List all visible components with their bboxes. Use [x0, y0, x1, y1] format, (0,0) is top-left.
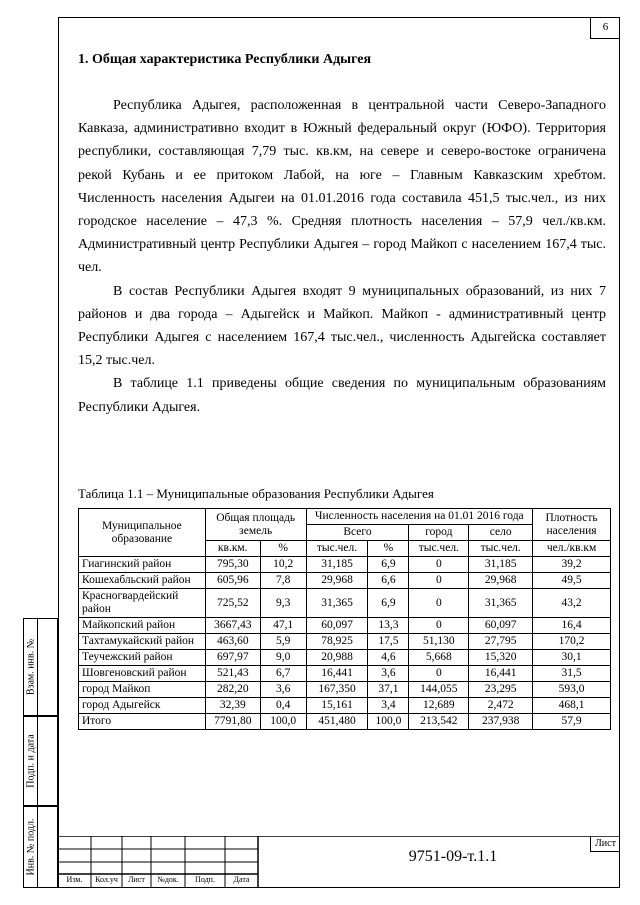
- table-cell: 3667,43: [205, 618, 260, 634]
- table-cell: 0: [409, 573, 469, 589]
- table-cell: 29,968: [469, 573, 533, 589]
- side-label-replacement: Взам. инв. №: [25, 638, 36, 696]
- body-text: [78, 94, 606, 419]
- title-block: [58, 836, 620, 888]
- table-cell: 795,30: [205, 557, 260, 573]
- table-cell: 521,43: [205, 666, 260, 682]
- table-cell: 170,2: [533, 634, 611, 650]
- sheet-label: Лист: [590, 836, 620, 852]
- cell-mo-name: Итого: [79, 714, 206, 730]
- side-label-signature: Подп. и дата: [25, 734, 36, 788]
- header-area: Общая площадь земель: [205, 509, 306, 541]
- table-cell: 144,055: [409, 682, 469, 698]
- table-row: [79, 618, 611, 634]
- header-total-pct: %: [368, 541, 409, 557]
- cell-mo-name: Майкопский район: [79, 618, 206, 634]
- side-stamp-replacement: [23, 618, 58, 716]
- table-cell: 31,185: [469, 557, 533, 573]
- table-cell: 7791,80: [205, 714, 260, 730]
- table-cell: 15,161: [306, 698, 368, 714]
- header-city: город: [409, 525, 469, 541]
- header-city-unit: тыс.чел.: [409, 541, 469, 557]
- table-row: [79, 573, 611, 589]
- table-cell: 23,295: [469, 682, 533, 698]
- table-cell: 13,3: [368, 618, 409, 634]
- table-cell: 7,8: [260, 573, 306, 589]
- table-cell: 5,668: [409, 650, 469, 666]
- table-cell: 282,20: [205, 682, 260, 698]
- table-cell: 6,7: [260, 666, 306, 682]
- table-cell: 0: [409, 618, 469, 634]
- table-cell: 725,52: [205, 589, 260, 618]
- table-cell: 37,1: [368, 682, 409, 698]
- cell-mo-name: город Майкоп: [79, 682, 206, 698]
- table-cell: 463,60: [205, 634, 260, 650]
- stamp-col-izm: Изм.: [66, 875, 83, 884]
- header-total-unit: тыс.чел.: [306, 541, 368, 557]
- table-cell: 451,480: [306, 714, 368, 730]
- municipal-table: [78, 508, 611, 730]
- table-cell: 2,472: [469, 698, 533, 714]
- table-cell: 100,0: [368, 714, 409, 730]
- table-cell: 49,5: [533, 573, 611, 589]
- paragraph-1: Республика Адыгея, расположенная в центральной части Северо-Западного Кавказа, административно входит в Южный федеральный округ (ЮФО). Территория республики, составляющая 7,79 тыс. кв.км, на севере и северо-востоке ограничена рекой Кубань и ее притоком Лабой, на юге – Главным Кавказским хребтом. Численность населения Адыгеи на 01.01.2016 года составила 451,5 тыс.чел., из них городское население – 47,3 %. Средняя плотность населения – 57,9 чел./кв.км. Административный центр Республики Адыгея – город Майкоп с населением 167,4 тыс. чел.: [78, 98, 606, 276]
- document-code: 9751-09-т.1.1: [408, 848, 498, 865]
- header-village-unit: тыс.чел.: [469, 541, 533, 557]
- cell-mo-name: город Адыгейск: [79, 698, 206, 714]
- table-cell: 167,350: [306, 682, 368, 698]
- table-cell: 60,097: [306, 618, 368, 634]
- table-cell: 6,6: [368, 573, 409, 589]
- table-cell: 237,938: [469, 714, 533, 730]
- cell-mo-name: Кошехабльский район: [79, 573, 206, 589]
- cell-mo-name: Теучежский район: [79, 650, 206, 666]
- cell-mo-name: Красногвардейский район: [79, 589, 206, 618]
- table-cell: 6,9: [368, 557, 409, 573]
- table-cell: 16,4: [533, 618, 611, 634]
- table-cell: 31,365: [306, 589, 368, 618]
- table-cell: 51,130: [409, 634, 469, 650]
- stamp-col-kol: Кол.уч: [95, 875, 118, 884]
- table-row: [79, 698, 611, 714]
- table-cell: 213,542: [409, 714, 469, 730]
- table-cell: 100,0: [260, 714, 306, 730]
- header-village: село: [469, 525, 533, 541]
- stamp-col-doc: №док.: [157, 875, 179, 884]
- side-stamp-signature: [23, 716, 58, 806]
- header-density: Плотность населения: [533, 509, 611, 541]
- table-cell: 0,4: [260, 698, 306, 714]
- table-cell: 20,988: [306, 650, 368, 666]
- table-cell: 31,185: [306, 557, 368, 573]
- table-cell: 605,96: [205, 573, 260, 589]
- table-cell: 30,1: [533, 650, 611, 666]
- table-cell: 468,1: [533, 698, 611, 714]
- table-cell: 9,3: [260, 589, 306, 618]
- header-total: Всего: [306, 525, 409, 541]
- table-cell: 15,320: [469, 650, 533, 666]
- stamp-col-sign: Подп.: [195, 875, 215, 884]
- table-cell: 27,795: [469, 634, 533, 650]
- stamp-col-list: Лист: [128, 875, 145, 884]
- table-cell: 31,5: [533, 666, 611, 682]
- table-cell: 16,441: [306, 666, 368, 682]
- table-row: [79, 634, 611, 650]
- section-heading: 1. Общая характеристика Республики Адыгея: [78, 52, 372, 67]
- table-row: [79, 589, 611, 618]
- side-label-inventory: Инв. № подл.: [25, 818, 36, 876]
- table-row: [79, 666, 611, 682]
- side-stamp-inventory: [23, 806, 58, 888]
- cell-mo-name: Гиагинский район: [79, 557, 206, 573]
- table-cell: 3,4: [368, 698, 409, 714]
- header-population: Численность населения на 01.01 2016 года: [306, 509, 533, 525]
- table-cell: 29,968: [306, 573, 368, 589]
- header-area-unit: кв.км.: [205, 541, 260, 557]
- table-cell: 0: [409, 666, 469, 682]
- table-cell: 39,2: [533, 557, 611, 573]
- table-cell: 3,6: [368, 666, 409, 682]
- cell-mo-name: Шовгеновский район: [79, 666, 206, 682]
- table-cell: 16,441: [469, 666, 533, 682]
- table-row: [79, 650, 611, 666]
- header-mo: Муниципальное образование: [79, 509, 206, 557]
- table-cell: 697,97: [205, 650, 260, 666]
- table-cell: 4,6: [368, 650, 409, 666]
- table-row: [79, 557, 611, 573]
- table-cell: 0: [409, 589, 469, 618]
- table-cell: 17,5: [368, 634, 409, 650]
- table-cell: 9,0: [260, 650, 306, 666]
- table-cell: 6,9: [368, 589, 409, 618]
- page-number: 6: [590, 17, 620, 39]
- header-area-pct: %: [260, 541, 306, 557]
- table-cell: 593,0: [533, 682, 611, 698]
- table-row: [79, 682, 611, 698]
- table-cell: 78,925: [306, 634, 368, 650]
- table-cell: 31,365: [469, 589, 533, 618]
- table-cell: 3,6: [260, 682, 306, 698]
- table-cell: 57,9: [533, 714, 611, 730]
- header-density-unit: чел./кв.км: [533, 541, 611, 557]
- table-caption: Таблица 1.1 – Муниципальные образования Республики Адыгея: [78, 486, 434, 501]
- table-row: [79, 714, 611, 730]
- paragraph-3: В таблице 1.1 приведены общие сведения по муниципальным образованиям Республики Адыгея.: [78, 376, 606, 415]
- table-cell: 60,097: [469, 618, 533, 634]
- table-cell: 0: [409, 557, 469, 573]
- table-cell: 32,39: [205, 698, 260, 714]
- table-cell: 43,2: [533, 589, 611, 618]
- table-cell: 12,689: [409, 698, 469, 714]
- cell-mo-name: Тахтамукайский район: [79, 634, 206, 650]
- table-cell: 5,9: [260, 634, 306, 650]
- stamp-col-date: Дата: [233, 875, 250, 884]
- table-cell: 47,1: [260, 618, 306, 634]
- paragraph-2: В состав Республики Адыгея входят 9 муниципальных образований, из них 7 районов и два города – Адыгейск и Майкоп. Майкоп - административный центр Республики Адыгея с населением 167,4 тыс.чел., численность Адыгейска составляет 15,2 тыс.чел.: [78, 283, 606, 369]
- table-cell: 10,2: [260, 557, 306, 573]
